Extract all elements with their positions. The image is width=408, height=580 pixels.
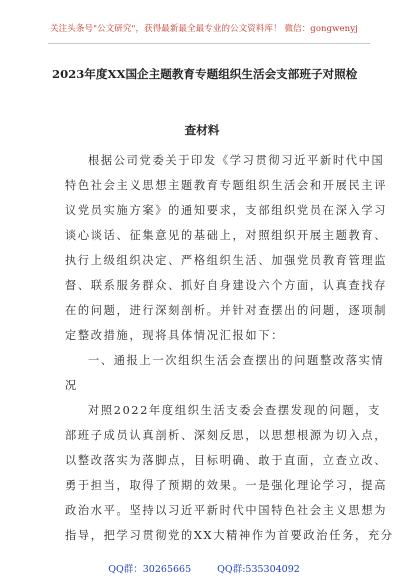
footer [0, 561, 408, 575]
body-line-2: 特色社会主义思想主题教育专题组织生活会和开展民主评 [65, 179, 388, 192]
section-heading-1: 一、通报上一次组织生活会查摆出的问题整改落实情 [88, 354, 385, 367]
header-divider [48, 43, 370, 44]
body-line-7: 在的问题，进行深刻剖析。并针对查摆出的问题，逐项制 [65, 304, 388, 317]
body-line-4: 谈心谈话、征集意见的基础上，对照组织开展主题教育、 [65, 229, 388, 242]
footer-qq-group-1: QQ群：30265665 [108, 564, 192, 575]
body-line-3: 议党员实施方案》的通知要求，支部组织党员在深入学习 [65, 204, 388, 217]
body-line-1: 根据公司党委关于印发《学习贯彻习近平新时代中国 [88, 154, 385, 167]
footer-qq-group-2: QQ群:535304092 [217, 564, 300, 575]
body-line-14: 指导，把学习贯彻党的XX大精神作为首要政治任务，充分 [65, 529, 394, 542]
document-title-continued: 查材料 [184, 123, 220, 137]
body-line-10: 部班子成员认真剖析、深刻反思，以思想根源为切入点， [65, 429, 388, 442]
body-line-6: 督、联系服务群众、抓好自身建设六个方面，认真查找存 [65, 279, 388, 292]
section-heading-1-cont: 况 [65, 379, 78, 392]
header-banner: 关注头条号"公文研究"，获得最新最全最专业的公文资料库！ 微信：gongwenyj [50, 24, 358, 34]
body-line-9: 对照2022年度组织生活支委会查摆发现的问题，支 [88, 404, 382, 417]
body-line-8: 定整改措施，现将具体情况汇报如下： [65, 329, 285, 342]
body-line-11: 以整改落实为落脚点，目标明确、敢于直面，立查立改、 [65, 454, 388, 467]
body-line-12: 勇于担当，取得了预期的效果。一是强化理论学习，提高 [65, 479, 388, 492]
body-line-5: 执行上级组织决定、严格组织生活、加强党员教育管理监 [65, 254, 388, 267]
document-title: 2023年度XX国企主题教育专题组织生活会支部班子对照检 [52, 67, 358, 81]
body-line-13: 政治水平。坚持以习近平新时代中国特色社会主义思想为 [65, 504, 388, 517]
